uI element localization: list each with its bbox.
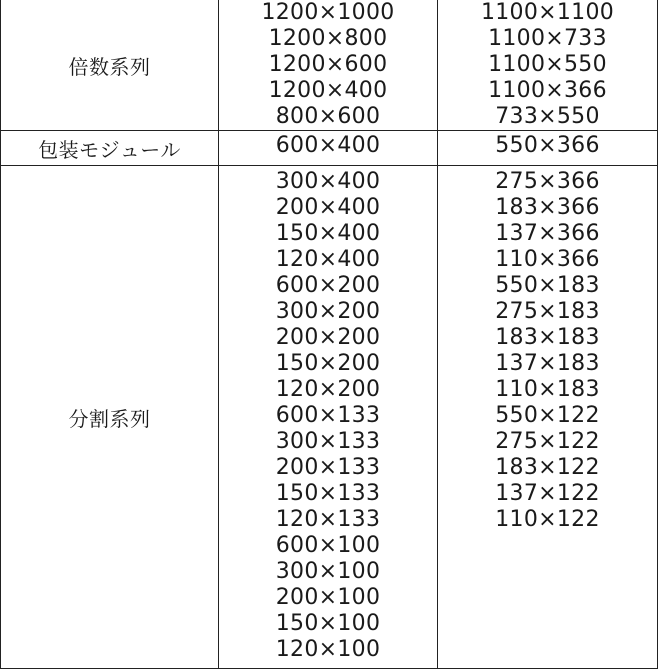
size-value: 110×366: [495, 247, 600, 272]
category-cell: 倍数系列: [1, 0, 219, 131]
size-value: 550×183: [495, 273, 600, 298]
size-value: 120×400: [275, 247, 381, 272]
size-value: 275×183: [495, 299, 600, 324]
size-value: 200×400: [275, 195, 381, 220]
size-value: 275×122: [495, 429, 600, 454]
size-value: 120×200: [275, 377, 381, 402]
size-value: 200×100: [275, 585, 381, 610]
size-value: 150×133: [275, 481, 381, 506]
size-value: 1200×800: [268, 26, 388, 51]
size-value: 1200×600: [268, 52, 388, 77]
size-value: 1100×1100: [480, 0, 615, 25]
size-value: 110×122: [495, 507, 600, 532]
size-value: 150×400: [275, 221, 381, 246]
size-value: 300×200: [275, 299, 381, 324]
size-cell-col2: [438, 166, 658, 669]
size-cell-col2: [438, 131, 658, 166]
size-value: 1100×366: [488, 78, 607, 103]
size-cell-col1: [219, 166, 438, 669]
size-value: 183×183: [495, 325, 600, 350]
size-value: 1200×1000: [261, 0, 395, 25]
table-row-split-series: [1, 166, 658, 669]
table-row-package-module: [1, 131, 658, 166]
size-value: 150×200: [275, 351, 381, 376]
size-value: 300×100: [275, 559, 381, 584]
size-value: 275×366: [495, 169, 600, 194]
table-body: [1, 0, 658, 669]
size-value: 600×200: [275, 273, 381, 298]
size-value: 120×100: [275, 637, 381, 662]
size-value: 1100×733: [488, 26, 607, 51]
size-value: 550×366: [495, 133, 600, 158]
size-value: 800×600: [275, 104, 381, 129]
size-value: 733×550: [495, 104, 600, 129]
category-cell: 分割系列: [1, 166, 219, 669]
size-value: 600×400: [275, 133, 381, 158]
size-value: 137×366: [495, 221, 600, 246]
size-value: 600×133: [275, 403, 381, 428]
size-value: 300×400: [275, 169, 381, 194]
table-row-multiple-series: [1, 0, 658, 131]
size-value: 183×122: [495, 455, 600, 480]
size-value: 1100×550: [488, 52, 607, 77]
category-cell: 包装モジュール: [1, 131, 219, 166]
size-cell-col1: [219, 0, 438, 131]
size-value: 200×200: [275, 325, 381, 350]
size-value: 600×100: [275, 533, 381, 558]
size-value: 183×366: [495, 195, 600, 220]
size-value: 200×133: [275, 455, 381, 480]
size-value: 1200×400: [268, 78, 388, 103]
size-value: 137×122: [495, 481, 600, 506]
size-cell-col1: [219, 131, 438, 166]
size-value: 550×122: [495, 403, 600, 428]
size-value: 110×183: [495, 377, 600, 402]
size-value: 300×133: [275, 429, 381, 454]
size-value: 120×133: [275, 507, 381, 532]
size-value: 150×100: [275, 611, 381, 636]
size-cell-col2: [438, 0, 658, 131]
size-value: 137×183: [495, 351, 600, 376]
